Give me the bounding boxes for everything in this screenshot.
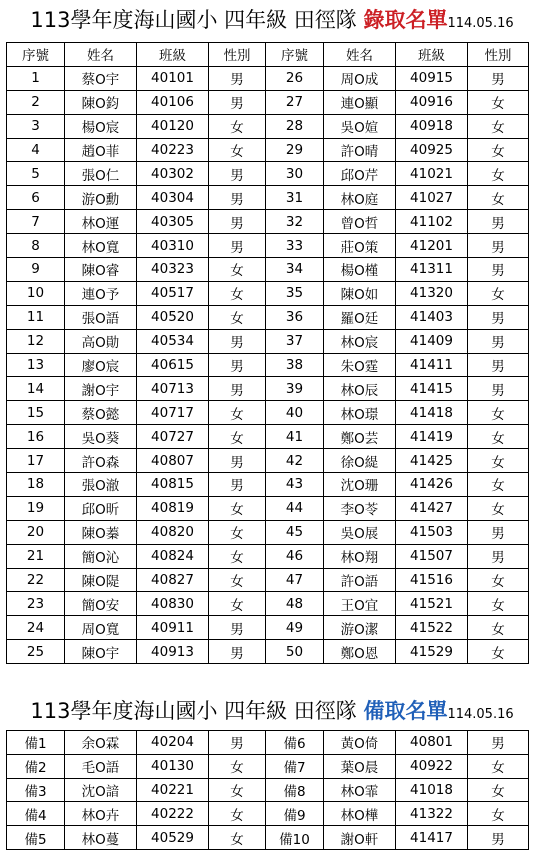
gender-cell: 女 bbox=[209, 520, 266, 544]
gender-cell: 女 bbox=[209, 114, 266, 138]
gender-cell: 男 bbox=[468, 66, 529, 90]
gender-cell: 女 bbox=[468, 162, 529, 186]
class-cell: 40120 bbox=[137, 114, 209, 138]
seq-cell: 28 bbox=[266, 114, 324, 138]
seq-cell: 14 bbox=[7, 377, 65, 401]
gender-cell: 女 bbox=[209, 496, 266, 520]
gender-cell: 男 bbox=[209, 210, 266, 234]
gender-cell: 女 bbox=[468, 186, 529, 210]
table-row bbox=[7, 234, 529, 258]
class-cell: 41418 bbox=[396, 401, 468, 425]
name-cell: 簡O安 bbox=[65, 592, 137, 616]
name-cell: 陳O睿 bbox=[65, 258, 137, 282]
name-cell: 許O語 bbox=[324, 568, 396, 592]
gender-cell: 女 bbox=[209, 281, 266, 305]
reserve-list-title bbox=[0, 701, 544, 722]
name-cell: 余O霖 bbox=[65, 731, 137, 755]
seq-cell: 備1 bbox=[7, 731, 65, 755]
name-cell: 林O辰 bbox=[324, 377, 396, 401]
seq-cell: 18 bbox=[7, 473, 65, 497]
name-cell: 鄭O芸 bbox=[324, 425, 396, 449]
name-cell: 吳O媗 bbox=[324, 114, 396, 138]
name-cell: 吳O葵 bbox=[65, 425, 137, 449]
seq-cell: 備3 bbox=[7, 778, 65, 802]
header-name: 姓名 bbox=[324, 43, 396, 67]
header-seq: 序號 bbox=[7, 43, 65, 67]
name-cell: 高O勛 bbox=[65, 329, 137, 353]
seq-cell: 25 bbox=[7, 640, 65, 664]
seq-cell: 備2 bbox=[7, 754, 65, 778]
gender-cell: 女 bbox=[468, 425, 529, 449]
gender-cell: 女 bbox=[468, 754, 529, 778]
name-cell: 許O晴 bbox=[324, 138, 396, 162]
table-row bbox=[7, 568, 529, 592]
name-cell: 林O寬 bbox=[65, 234, 137, 258]
gender-cell: 男 bbox=[209, 234, 266, 258]
seq-cell: 39 bbox=[266, 377, 324, 401]
table-row bbox=[7, 731, 529, 755]
table-row bbox=[7, 162, 529, 186]
name-cell: 蔡O宇 bbox=[65, 66, 137, 90]
name-cell: 王O宜 bbox=[324, 592, 396, 616]
class-cell: 41403 bbox=[396, 305, 468, 329]
name-cell: 游O勳 bbox=[65, 186, 137, 210]
gender-cell: 男 bbox=[468, 234, 529, 258]
table-row bbox=[7, 616, 529, 640]
gender-cell: 女 bbox=[468, 616, 529, 640]
seq-cell: 50 bbox=[266, 640, 324, 664]
class-cell: 40713 bbox=[137, 377, 209, 401]
gender-cell: 女 bbox=[468, 778, 529, 802]
table-row bbox=[7, 640, 529, 664]
admitted-list-table bbox=[6, 42, 529, 664]
table-row bbox=[7, 425, 529, 449]
table-row bbox=[7, 496, 529, 520]
name-cell: 吳O展 bbox=[324, 520, 396, 544]
name-cell: 陳O蓁 bbox=[65, 520, 137, 544]
seq-cell: 45 bbox=[266, 520, 324, 544]
gender-cell: 男 bbox=[468, 210, 529, 234]
name-cell: 林O宸 bbox=[324, 329, 396, 353]
seq-cell: 2 bbox=[7, 90, 65, 114]
class-cell: 40222 bbox=[137, 802, 209, 826]
seq-cell: 17 bbox=[7, 449, 65, 473]
name-cell: 楊O宸 bbox=[65, 114, 137, 138]
seq-cell: 33 bbox=[266, 234, 324, 258]
gender-cell: 女 bbox=[468, 592, 529, 616]
table-row bbox=[7, 66, 529, 90]
class-cell: 41529 bbox=[396, 640, 468, 664]
table-row bbox=[7, 754, 529, 778]
reserve-table-body bbox=[7, 731, 529, 850]
class-cell: 40820 bbox=[137, 520, 209, 544]
gender-cell: 男 bbox=[209, 186, 266, 210]
class-cell: 40918 bbox=[396, 114, 468, 138]
seq-cell: 8 bbox=[7, 234, 65, 258]
seq-cell: 41 bbox=[266, 425, 324, 449]
class-cell: 40925 bbox=[396, 138, 468, 162]
class-cell: 41322 bbox=[396, 802, 468, 826]
name-cell: 謝O軒 bbox=[324, 826, 396, 850]
admitted-title-text: 113學年度海山國小 四年級 田徑隊 bbox=[30, 8, 364, 32]
reserve-title-date: 114.05.16 bbox=[447, 707, 514, 722]
reserve-title-accent: 備取名單 bbox=[363, 699, 448, 723]
gender-cell: 男 bbox=[209, 616, 266, 640]
seq-cell: 47 bbox=[266, 568, 324, 592]
gender-cell: 女 bbox=[468, 802, 529, 826]
class-cell: 40915 bbox=[396, 66, 468, 90]
table-row bbox=[7, 520, 529, 544]
seq-cell: 36 bbox=[266, 305, 324, 329]
class-cell: 41516 bbox=[396, 568, 468, 592]
class-cell: 41320 bbox=[396, 281, 468, 305]
admitted-table-body bbox=[7, 66, 529, 663]
seq-cell: 46 bbox=[266, 544, 324, 568]
seq-cell: 16 bbox=[7, 425, 65, 449]
table-row bbox=[7, 401, 529, 425]
gender-cell: 女 bbox=[209, 568, 266, 592]
class-cell: 40204 bbox=[137, 731, 209, 755]
class-cell: 40916 bbox=[396, 90, 468, 114]
gender-cell: 男 bbox=[209, 66, 266, 90]
seq-cell: 32 bbox=[266, 210, 324, 234]
name-cell: 沈O珊 bbox=[324, 473, 396, 497]
name-cell: 林O庭 bbox=[324, 186, 396, 210]
gender-cell: 女 bbox=[468, 114, 529, 138]
gender-cell: 男 bbox=[209, 90, 266, 114]
class-cell: 40922 bbox=[396, 754, 468, 778]
class-cell: 41521 bbox=[396, 592, 468, 616]
gender-cell: 女 bbox=[209, 826, 266, 850]
table-row bbox=[7, 90, 529, 114]
gender-cell: 男 bbox=[468, 377, 529, 401]
seq-cell: 7 bbox=[7, 210, 65, 234]
class-cell: 40221 bbox=[137, 778, 209, 802]
seq-cell: 11 bbox=[7, 305, 65, 329]
gender-cell: 男 bbox=[209, 377, 266, 401]
class-cell: 40827 bbox=[137, 568, 209, 592]
table-row bbox=[7, 114, 529, 138]
header-gender: 性別 bbox=[209, 43, 266, 67]
class-cell: 40815 bbox=[137, 473, 209, 497]
seq-cell: 備9 bbox=[266, 802, 324, 826]
class-cell: 40520 bbox=[137, 305, 209, 329]
name-cell: 楊O槿 bbox=[324, 258, 396, 282]
class-cell: 40801 bbox=[396, 731, 468, 755]
seq-cell: 43 bbox=[266, 473, 324, 497]
seq-cell: 1 bbox=[7, 66, 65, 90]
admitted-title-accent: 錄取名單 bbox=[363, 8, 448, 32]
gender-cell: 男 bbox=[468, 826, 529, 850]
class-cell: 41507 bbox=[396, 544, 468, 568]
seq-cell: 49 bbox=[266, 616, 324, 640]
name-cell: 游O潔 bbox=[324, 616, 396, 640]
seq-cell: 23 bbox=[7, 592, 65, 616]
seq-cell: 30 bbox=[266, 162, 324, 186]
gender-cell: 女 bbox=[209, 778, 266, 802]
class-cell: 40819 bbox=[137, 496, 209, 520]
seq-cell: 22 bbox=[7, 568, 65, 592]
table-row bbox=[7, 281, 529, 305]
table-row bbox=[7, 778, 529, 802]
name-cell: 連O顯 bbox=[324, 90, 396, 114]
gender-cell: 女 bbox=[468, 281, 529, 305]
class-cell: 40727 bbox=[137, 425, 209, 449]
header-seq: 序號 bbox=[266, 43, 324, 67]
gender-cell: 男 bbox=[209, 449, 266, 473]
name-cell: 廖O宸 bbox=[65, 353, 137, 377]
name-cell: 陳O鈞 bbox=[65, 90, 137, 114]
gender-cell: 女 bbox=[209, 802, 266, 826]
class-cell: 40310 bbox=[137, 234, 209, 258]
seq-cell: 27 bbox=[266, 90, 324, 114]
seq-cell: 20 bbox=[7, 520, 65, 544]
gender-cell: 男 bbox=[209, 353, 266, 377]
gender-cell: 女 bbox=[209, 258, 266, 282]
table-row bbox=[7, 186, 529, 210]
class-cell: 41021 bbox=[396, 162, 468, 186]
class-cell: 41419 bbox=[396, 425, 468, 449]
seq-cell: 備6 bbox=[266, 731, 324, 755]
seq-cell: 備5 bbox=[7, 826, 65, 850]
class-cell: 40302 bbox=[137, 162, 209, 186]
name-cell: 曾O哲 bbox=[324, 210, 396, 234]
gender-cell: 女 bbox=[468, 401, 529, 425]
seq-cell: 12 bbox=[7, 329, 65, 353]
seq-cell: 4 bbox=[7, 138, 65, 162]
name-cell: 連O予 bbox=[65, 281, 137, 305]
name-cell: 林O運 bbox=[65, 210, 137, 234]
gender-cell: 男 bbox=[468, 353, 529, 377]
name-cell: 邱O昕 bbox=[65, 496, 137, 520]
seq-cell: 37 bbox=[266, 329, 324, 353]
name-cell: 徐O緹 bbox=[324, 449, 396, 473]
table-row bbox=[7, 138, 529, 162]
table-row bbox=[7, 449, 529, 473]
name-cell: 莊O策 bbox=[324, 234, 396, 258]
seq-cell: 6 bbox=[7, 186, 65, 210]
seq-cell: 29 bbox=[266, 138, 324, 162]
header-name: 姓名 bbox=[65, 43, 137, 67]
class-cell: 41427 bbox=[396, 496, 468, 520]
seq-cell: 34 bbox=[266, 258, 324, 282]
seq-cell: 備7 bbox=[266, 754, 324, 778]
admitted-title-date: 114.05.16 bbox=[447, 16, 514, 31]
header-gender: 性別 bbox=[468, 43, 529, 67]
table-row bbox=[7, 826, 529, 850]
name-cell: 陳O宇 bbox=[65, 640, 137, 664]
table-row bbox=[7, 305, 529, 329]
gender-cell: 男 bbox=[468, 305, 529, 329]
seq-cell: 備4 bbox=[7, 802, 65, 826]
admitted-header-row bbox=[7, 43, 529, 67]
gender-cell: 男 bbox=[209, 731, 266, 755]
gender-cell: 男 bbox=[468, 731, 529, 755]
table-row bbox=[7, 353, 529, 377]
class-cell: 41409 bbox=[396, 329, 468, 353]
gender-cell: 女 bbox=[209, 138, 266, 162]
class-cell: 40830 bbox=[137, 592, 209, 616]
class-cell: 40305 bbox=[137, 210, 209, 234]
class-cell: 41503 bbox=[396, 520, 468, 544]
seq-cell: 備8 bbox=[266, 778, 324, 802]
name-cell: 蔡O懿 bbox=[65, 401, 137, 425]
gender-cell: 女 bbox=[209, 754, 266, 778]
class-cell: 41411 bbox=[396, 353, 468, 377]
name-cell: 周O寬 bbox=[65, 616, 137, 640]
gender-cell: 女 bbox=[468, 496, 529, 520]
header-class: 班級 bbox=[137, 43, 209, 67]
gender-cell: 男 bbox=[209, 473, 266, 497]
gender-cell: 女 bbox=[209, 401, 266, 425]
class-cell: 41417 bbox=[396, 826, 468, 850]
seq-cell: 5 bbox=[7, 162, 65, 186]
class-cell: 40615 bbox=[137, 353, 209, 377]
gender-cell: 女 bbox=[468, 138, 529, 162]
name-cell: 毛O語 bbox=[65, 754, 137, 778]
name-cell: 黃O倚 bbox=[324, 731, 396, 755]
name-cell: 張O仁 bbox=[65, 162, 137, 186]
name-cell: 林O霏 bbox=[324, 778, 396, 802]
name-cell: 許O森 bbox=[65, 449, 137, 473]
seq-cell: 44 bbox=[266, 496, 324, 520]
gender-cell: 女 bbox=[209, 544, 266, 568]
name-cell: 張O語 bbox=[65, 305, 137, 329]
name-cell: 羅O廷 bbox=[324, 305, 396, 329]
name-cell: 周O成 bbox=[324, 66, 396, 90]
seq-cell: 10 bbox=[7, 281, 65, 305]
class-cell: 41425 bbox=[396, 449, 468, 473]
name-cell: 張O澈 bbox=[65, 473, 137, 497]
class-cell: 40807 bbox=[137, 449, 209, 473]
table-row bbox=[7, 329, 529, 353]
gender-cell: 男 bbox=[468, 329, 529, 353]
class-cell: 41027 bbox=[396, 186, 468, 210]
name-cell: 林O卉 bbox=[65, 802, 137, 826]
class-cell: 40529 bbox=[137, 826, 209, 850]
seq-cell: 48 bbox=[266, 592, 324, 616]
seq-cell: 40 bbox=[266, 401, 324, 425]
name-cell: 朱O霆 bbox=[324, 353, 396, 377]
reserve-title-text: 113學年度海山國小 四年級 田徑隊 bbox=[30, 699, 364, 723]
seq-cell: 24 bbox=[7, 616, 65, 640]
seq-cell: 38 bbox=[266, 353, 324, 377]
table-row bbox=[7, 473, 529, 497]
seq-cell: 21 bbox=[7, 544, 65, 568]
class-cell: 41102 bbox=[396, 210, 468, 234]
gender-cell: 女 bbox=[209, 592, 266, 616]
name-cell: 林O蔓 bbox=[65, 826, 137, 850]
name-cell: 邱O芹 bbox=[324, 162, 396, 186]
name-cell: 簡O沁 bbox=[65, 544, 137, 568]
table-row bbox=[7, 210, 529, 234]
seq-cell: 35 bbox=[266, 281, 324, 305]
class-cell: 40911 bbox=[137, 616, 209, 640]
seq-cell: 26 bbox=[266, 66, 324, 90]
seq-cell: 31 bbox=[266, 186, 324, 210]
seq-cell: 13 bbox=[7, 353, 65, 377]
gender-cell: 男 bbox=[209, 640, 266, 664]
class-cell: 40517 bbox=[137, 281, 209, 305]
seq-cell: 42 bbox=[266, 449, 324, 473]
gender-cell: 女 bbox=[468, 568, 529, 592]
seq-cell: 3 bbox=[7, 114, 65, 138]
gender-cell: 女 bbox=[468, 90, 529, 114]
class-cell: 40106 bbox=[137, 90, 209, 114]
class-cell: 40223 bbox=[137, 138, 209, 162]
table-row bbox=[7, 258, 529, 282]
name-cell: 林O樺 bbox=[324, 802, 396, 826]
class-cell: 40101 bbox=[137, 66, 209, 90]
class-cell: 40304 bbox=[137, 186, 209, 210]
table-row bbox=[7, 377, 529, 401]
table-row bbox=[7, 802, 529, 826]
seq-cell: 15 bbox=[7, 401, 65, 425]
name-cell: 趙O菲 bbox=[65, 138, 137, 162]
admitted-list-title bbox=[0, 10, 544, 31]
class-cell: 41426 bbox=[396, 473, 468, 497]
class-cell: 40913 bbox=[137, 640, 209, 664]
name-cell: 林O璟 bbox=[324, 401, 396, 425]
gender-cell: 女 bbox=[468, 473, 529, 497]
gender-cell: 女 bbox=[209, 305, 266, 329]
gender-cell: 男 bbox=[468, 258, 529, 282]
class-cell: 41018 bbox=[396, 778, 468, 802]
gender-cell: 女 bbox=[468, 640, 529, 664]
class-cell: 40534 bbox=[137, 329, 209, 353]
class-cell: 40824 bbox=[137, 544, 209, 568]
class-cell: 41201 bbox=[396, 234, 468, 258]
name-cell: 謝O宇 bbox=[65, 377, 137, 401]
class-cell: 40717 bbox=[137, 401, 209, 425]
gender-cell: 女 bbox=[468, 449, 529, 473]
class-cell: 41311 bbox=[396, 258, 468, 282]
name-cell: 沈O諳 bbox=[65, 778, 137, 802]
gender-cell: 男 bbox=[468, 520, 529, 544]
name-cell: 葉O晨 bbox=[324, 754, 396, 778]
gender-cell: 女 bbox=[209, 425, 266, 449]
name-cell: 林O翔 bbox=[324, 544, 396, 568]
header-class: 班級 bbox=[396, 43, 468, 67]
table-row bbox=[7, 592, 529, 616]
class-cell: 41522 bbox=[396, 616, 468, 640]
table-row bbox=[7, 544, 529, 568]
seq-cell: 備10 bbox=[266, 826, 324, 850]
gender-cell: 男 bbox=[209, 329, 266, 353]
name-cell: 陳O如 bbox=[324, 281, 396, 305]
class-cell: 41415 bbox=[396, 377, 468, 401]
gender-cell: 男 bbox=[468, 544, 529, 568]
class-cell: 40130 bbox=[137, 754, 209, 778]
gender-cell: 男 bbox=[209, 162, 266, 186]
name-cell: 鄭O恩 bbox=[324, 640, 396, 664]
seq-cell: 9 bbox=[7, 258, 65, 282]
reserve-list-table bbox=[6, 730, 529, 850]
seq-cell: 19 bbox=[7, 496, 65, 520]
name-cell: 陳O隄 bbox=[65, 568, 137, 592]
name-cell: 李O苓 bbox=[324, 496, 396, 520]
class-cell: 40323 bbox=[137, 258, 209, 282]
